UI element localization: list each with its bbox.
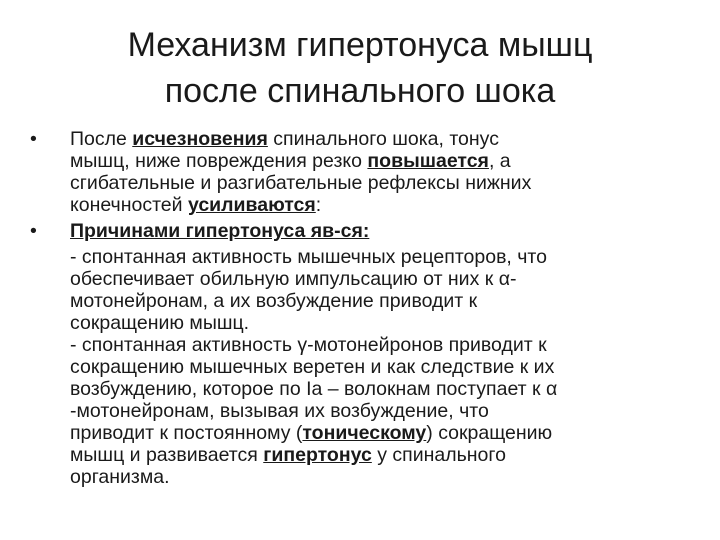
cause-1-line-3: мотонейронам, а их возбуждение приводит к — [70, 290, 478, 312]
text-run: спинального шока, тонус — [267, 128, 499, 150]
emphasis-intensify: усиливаются — [187, 194, 316, 216]
text-run: конечностей — [70, 194, 188, 216]
cause-1-line-1: - спонтанная активность мышечных рецепторов, что — [70, 246, 547, 268]
bullet-marker: • — [30, 220, 37, 242]
slide-title-line-1: Механизм гипертонуса мышц — [127, 26, 593, 64]
bullet-2-heading: Причинами гипертонуса яв-ся: — [70, 220, 370, 242]
text-run: мышц и развивается — [70, 444, 264, 466]
bullet-marker: • — [30, 128, 37, 150]
emphasis-increases: повышается — [367, 150, 489, 172]
cause-2-line-6 — [70, 444, 690, 466]
text-run: : — [315, 194, 322, 216]
text-run: мышц, ниже повреждения резко — [70, 150, 368, 172]
cause-2-line-5 — [70, 422, 690, 444]
bullet-1-line-4 — [70, 194, 690, 216]
slide-body — [30, 128, 690, 488]
slide-title-line-2: после спинального шока — [164, 72, 556, 110]
cause-2-line-7: организма. — [70, 466, 170, 488]
cause-2-line-2: сокращению мышечных веретен и как следствие к их — [70, 356, 555, 378]
bullet-1-line-1 — [70, 128, 690, 150]
text-run: , а — [488, 150, 511, 172]
bullet-item-2 — [30, 220, 690, 488]
text-run: приводит к постоянному ( — [70, 422, 303, 444]
emphasis-disappearance: исчезновения — [132, 128, 268, 150]
bullet-1-line-3: сгибательные и разгибательные рефлексы нижних — [70, 172, 532, 194]
cause-2-line-4: -мотонейронам, вызывая их возбуждение, что — [70, 400, 489, 422]
cause-1-line-4: сокращению мышц. — [70, 312, 250, 334]
text-run: у спинального — [371, 444, 506, 466]
slide-title — [40, 22, 680, 114]
text-run: После — [70, 128, 133, 150]
cause-1-line-2: обеспечивает обильную импульсацию от них к α- — [70, 268, 517, 290]
bullet-1-line-2 — [70, 150, 690, 172]
emphasis-tonic: тоническому — [302, 422, 427, 444]
cause-2-line-1: - спонтанная активность γ-мотонейронов приводит к — [70, 334, 547, 356]
bullet-item-1 — [30, 128, 690, 216]
cause-2-line-3: возбуждению, которое по Ia – волокнам поступает к α — [70, 378, 558, 400]
emphasis-hypertonus: гипертонус — [263, 444, 372, 466]
text-run: ) сокращению — [426, 422, 553, 444]
